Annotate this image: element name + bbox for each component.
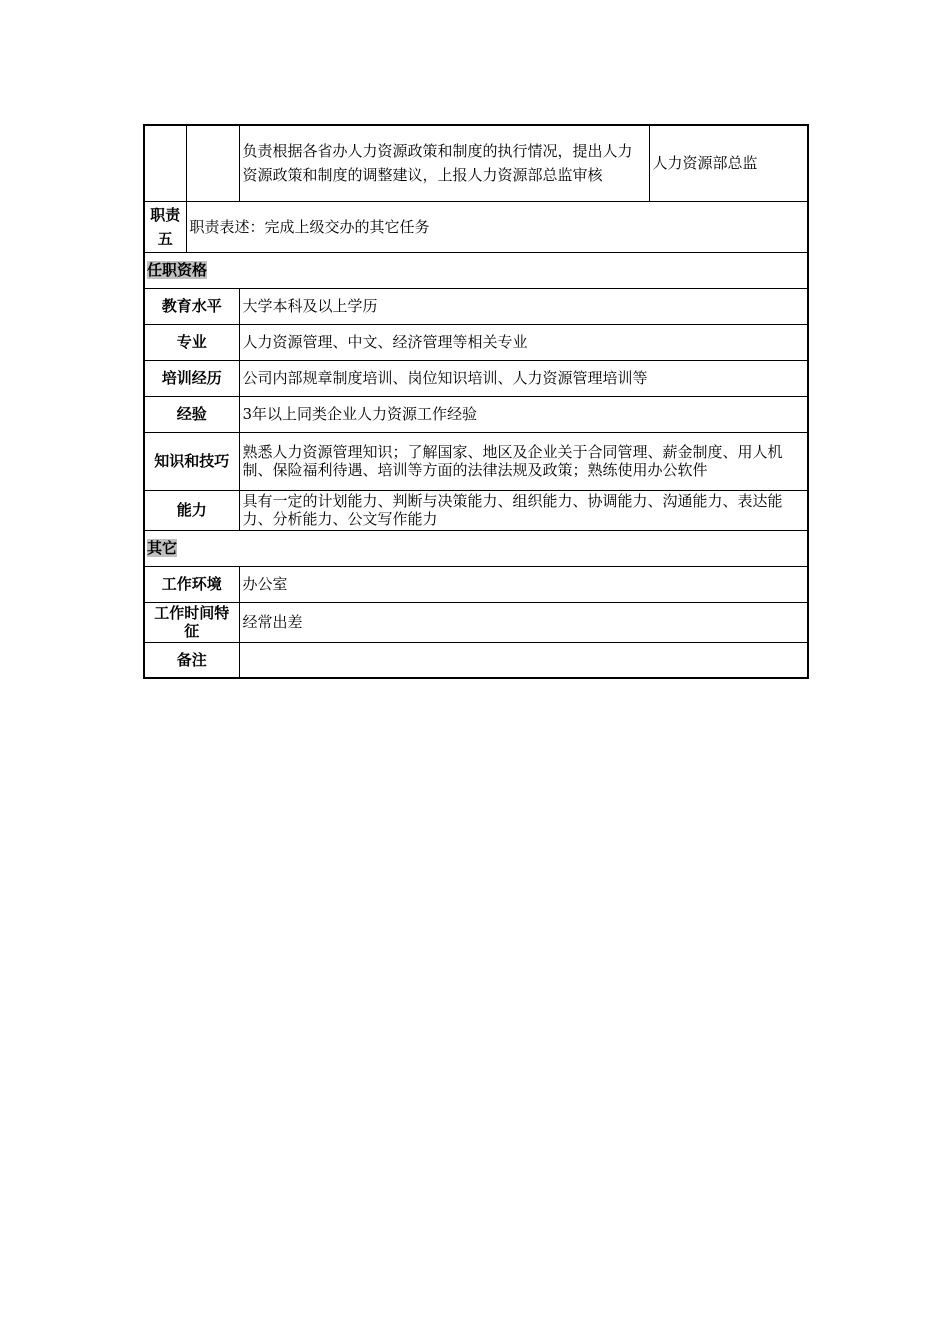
duty-5-description: 职责表述：完成上级交办的其它任务 [186,201,808,252]
work-environment-label: 工作环境 [144,566,239,602]
table-row-duty-5 [144,201,808,252]
section-title: 任职资格 [147,261,208,279]
table-row [144,396,808,432]
knowledge-label: 知识和技巧 [144,432,239,490]
knowledge-value: 熟悉人力资源管理知识；了解国家、地区及企业关于合同管理、薪金制度、用人机制、保险福利待遇、培训等方面的法律法规及政策；熟练使用办公软件 [239,432,808,490]
ability-value: 具有一定的计划能力、判断与决策能力、组织能力、协调能力、沟通能力、表达能力、分析能力、公文写作能力 [239,490,808,530]
education-label: 教育水平 [144,288,239,324]
approver-cell: 人力资源部总监 [649,125,808,201]
section-header-other [144,530,808,566]
table-row [144,602,808,642]
training-value: 公司内部规章制度培训、岗位知识培训、人力资源管理培训等 [239,360,808,396]
work-time-label: 工作时间特征 [144,602,239,642]
table-row [144,324,808,360]
remarks-value [239,642,808,678]
experience-label: 经验 [144,396,239,432]
table-row [144,288,808,324]
table-row [144,360,808,396]
table-row [144,642,808,678]
empty-cell [186,125,239,201]
education-value: 大学本科及以上学历 [239,288,808,324]
section-title: 其它 [147,539,178,557]
remarks-label: 备注 [144,642,239,678]
duty-description-cell: 负责根据各省办人力资源政策和制度的执行情况，提出人力资源政策和制度的调整建议，上报人力资源部总监审核 [239,125,649,201]
experience-value: 3年以上同类企业人力资源工作经验 [239,396,808,432]
work-time-value: 经常出差 [239,602,808,642]
table-row [144,432,808,490]
table-row-continuation [144,125,808,201]
training-label: 培训经历 [144,360,239,396]
work-environment-value: 办公室 [239,566,808,602]
major-label: 专业 [144,324,239,360]
empty-cell [144,125,186,201]
table-row [144,566,808,602]
section-header-qualifications [144,252,808,288]
ability-label: 能力 [144,490,239,530]
job-description-table [143,124,809,679]
section-row-qualifications [144,252,808,288]
table-row [144,490,808,530]
section-row-other [144,530,808,566]
major-value: 人力资源管理、中文、经济管理等相关专业 [239,324,808,360]
duty-5-label: 职责五 [144,201,186,252]
